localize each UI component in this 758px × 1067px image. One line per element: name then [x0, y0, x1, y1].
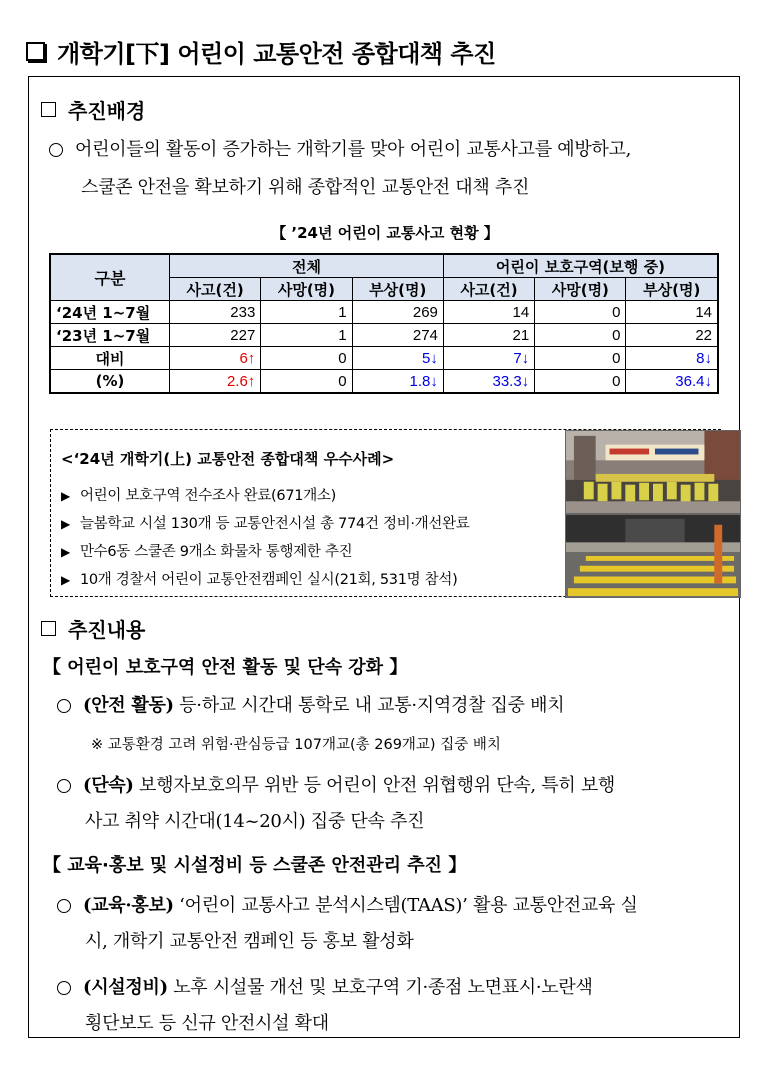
item-safety-activity [57, 691, 564, 717]
cell: 0 [535, 301, 626, 324]
cell: 1.8↓ [352, 370, 443, 394]
col-header: 사망(명) [261, 278, 352, 301]
row-label: ‘24년 1~7월 [50, 301, 170, 324]
item-enforcement-line2: 사고 취약 시간대(14~20시) 집중 단속 추진 [85, 811, 425, 832]
best-practice-item-text: 10개 경찰서 어린이 교통안전캠페인 실시(21회, 531명 참석) [79, 572, 458, 588]
cell: 8↓ [626, 347, 718, 370]
cell: 0 [261, 370, 352, 394]
table-row [50, 324, 718, 347]
best-practice-box [50, 429, 721, 597]
item-education-line2: 시, 개학기 교통안전 캠페인 등 홍보 활성화 [85, 931, 414, 952]
cell: 269 [352, 301, 443, 324]
table-row-pct [50, 370, 718, 394]
campaign-photo [565, 430, 741, 514]
table-caption: 【 ’24년 어린이 교통사고 현황 】 [271, 224, 499, 242]
crosswalk-photo [565, 514, 741, 598]
header-group-zone: 어린이 보호구역(보행 중) [443, 254, 718, 278]
cell: 5↓ [352, 347, 443, 370]
best-practice-item-text: 어린이 보호구역 전수조사 완료(671개소) [79, 488, 336, 504]
cell: 6↑ [170, 347, 261, 370]
accident-stats-table [49, 253, 719, 394]
cell: 233 [170, 301, 261, 324]
cell: 14 [626, 301, 718, 324]
header-group-total: 전체 [170, 254, 444, 278]
circle-bullet-icon [57, 699, 71, 713]
subheading-education: 【 교육·홍보 및 시설정비 등 스쿨존 안전관리 추진 】 [43, 855, 467, 876]
item-enforcement [57, 771, 615, 797]
item-text: 보행자보호의무 위반 등 어린이 안전 위협행위 단속, 특히 보행 [133, 775, 616, 796]
col-header: 부상(명) [626, 278, 718, 301]
circle-bullet-icon [49, 143, 63, 157]
row-label: ‘23년 1~7월 [50, 324, 170, 347]
background-para-text1: 어린이들의 활동이 증가하는 개학기를 맞아 어린이 교통사고를 예방하고, [75, 139, 632, 160]
item-text: 노후 시설물 개선 및 보호구역 기·종점 노면표시·노란색 [167, 977, 593, 998]
cell: 0 [535, 347, 626, 370]
best-practice-title: <‘24년 개학기(上) 교통안전 종합대책 우수사례> [61, 450, 395, 468]
cell: 7↓ [443, 347, 534, 370]
item-text: 등·하교 시간대 통학로 내 교통·지역경찰 집중 배치 [173, 695, 565, 716]
row-label-diff: 대비 [50, 347, 170, 370]
triangle-bullet-icon: ▶ [61, 573, 70, 587]
item-label: (단속) [83, 775, 134, 796]
best-practice-item [61, 512, 470, 533]
checkbox-square-icon [26, 42, 45, 61]
background-heading-text: 추진배경 [68, 99, 146, 123]
col-header: 사고(건) [443, 278, 534, 301]
item-facility-line2: 횡단보도 등 신규 안전시설 확대 [85, 1013, 329, 1034]
item-label: (시설정비) [83, 977, 168, 998]
content-heading-text: 추진내용 [68, 618, 146, 642]
square-icon [41, 102, 56, 117]
circle-bullet-icon [57, 981, 71, 995]
best-practice-item [61, 540, 352, 561]
col-header: 사망(명) [535, 278, 626, 301]
cell: 0 [535, 324, 626, 347]
triangle-bullet-icon: ▶ [61, 489, 70, 503]
table-row-diff [50, 347, 718, 370]
background-para-line2: 스쿨존 안전을 확보하기 위해 종합적인 교통안전 대책 추진 [81, 177, 530, 198]
page-title-text: 개학기[下] 어린이 교통안전 종합대책 추진 [57, 40, 496, 68]
cell: 0 [261, 347, 352, 370]
item-facility [57, 973, 593, 999]
cell: 227 [170, 324, 261, 347]
background-heading [41, 95, 145, 124]
best-practice-item-text: 늘봄학교 시설 130개 등 교통안전시설 총 774건 정비·개선완료 [79, 516, 470, 532]
cell: 1 [261, 324, 352, 347]
subheading-protection-zone: 【 어린이 보호구역 안전 활동 및 단속 강화 】 [43, 657, 408, 678]
triangle-bullet-icon: ▶ [61, 545, 70, 559]
best-practice-item [61, 568, 457, 589]
circle-bullet-icon [57, 779, 71, 793]
item-education [57, 891, 638, 917]
col-header: 사고(건) [170, 278, 261, 301]
cell: 33.3↓ [443, 370, 534, 394]
cell: 14 [443, 301, 534, 324]
best-practice-item-text: 만수6동 스쿨존 9개소 화물차 통행제한 추진 [79, 544, 353, 560]
background-para-line1 [49, 135, 631, 161]
item-text: ‘어린이 교통사고 분석시스템(TAAS)’ 활용 교통안전교육 실 [173, 895, 638, 916]
cell: 0 [535, 370, 626, 394]
item-label: (안전 활동) [83, 695, 174, 716]
content-box [28, 76, 740, 1038]
header-category: 구분 [50, 254, 170, 301]
table-row [50, 301, 718, 324]
item-note: ※ 교통환경 고려 위험·관심등급 107개교(총 269개교) 집중 배치 [91, 737, 501, 753]
cell: 1 [261, 301, 352, 324]
content-heading [41, 614, 145, 643]
triangle-bullet-icon: ▶ [61, 517, 70, 531]
row-label-pct: (%) [50, 370, 170, 394]
cell: 274 [352, 324, 443, 347]
cell: 21 [443, 324, 534, 347]
page-title [26, 34, 496, 69]
best-practice-item [61, 484, 336, 505]
cell: 36.4↓ [626, 370, 718, 394]
circle-bullet-icon [57, 899, 71, 913]
item-label: (교육·홍보) [83, 895, 174, 916]
cell: 22 [626, 324, 718, 347]
cell: 2.6↑ [170, 370, 261, 394]
square-icon [41, 621, 56, 636]
col-header: 부상(명) [352, 278, 443, 301]
